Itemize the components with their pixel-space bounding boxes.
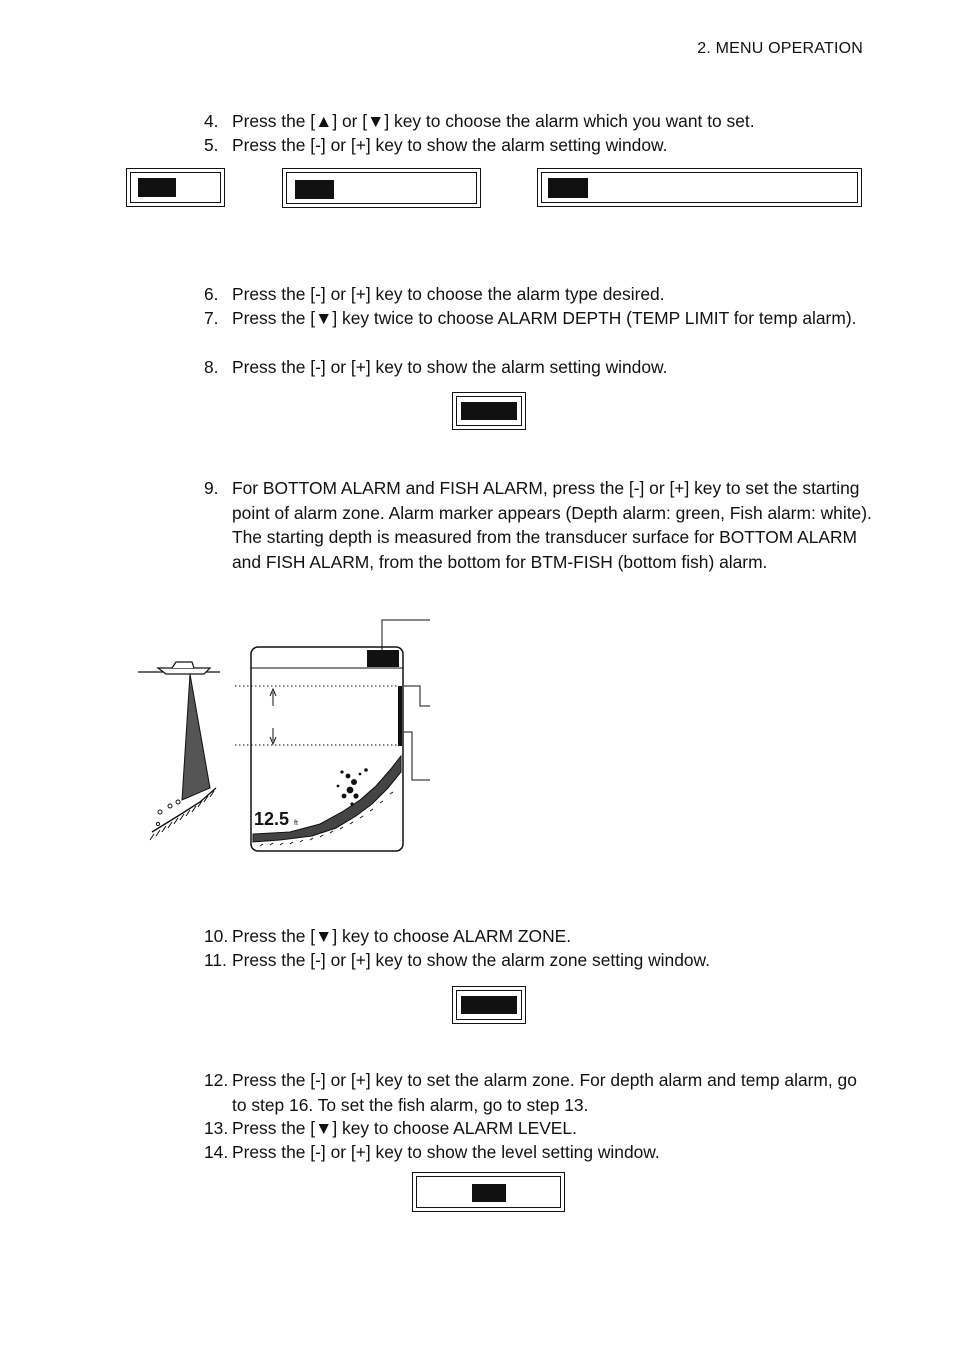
step-text: Press the [▼] key to choose ALARM ZONE.: [232, 926, 572, 946]
depth-readout: 12.5: [254, 809, 290, 829]
step-number: 12.: [204, 1070, 229, 1090]
display-header-box: [367, 650, 399, 667]
step-text: Press the [-] or [+] key to show the alarm setting window.: [232, 135, 668, 155]
step-text: For BOTTOM ALARM and FISH ALARM, press the [-] or [+] key to set the starting point of alarm zone. Alarm marker appears (Depth alarm: green, Fish alarm: white). The starting depth is measured from the transducer surface for BOTTOM ALARM and FISH ALARM, from the bottom for BTM-FISH (bottom fish) alarm.: [232, 478, 872, 572]
highlight-bar: [295, 180, 334, 199]
step-number: 7.: [204, 308, 219, 328]
boat-icon: [158, 668, 210, 674]
step-number: 6.: [204, 284, 219, 304]
step-number: 9.: [204, 478, 219, 498]
fish-mark: [156, 822, 159, 825]
depth-unit: ft: [294, 820, 298, 827]
step-12: [204, 1068, 874, 1117]
alarm-window-large: [537, 168, 862, 207]
step-13: [204, 1116, 874, 1141]
step-text: Press the [-] or [+] key to show the alarm setting window.: [232, 357, 668, 377]
leader-line-zone: [404, 732, 430, 780]
step-11: [204, 948, 874, 973]
step-5: [204, 133, 874, 158]
level-setting-window: [412, 1172, 565, 1212]
fish-mark: [158, 810, 162, 814]
alarm-zone-window: [452, 986, 526, 1024]
alarm-window-small: [126, 168, 225, 207]
fish-mark: [176, 800, 180, 804]
illustration-svg: [120, 610, 450, 870]
step-number: 11.: [204, 950, 227, 970]
alarm-window-frame: [541, 172, 858, 203]
page-header: 2. MENU OPERATION: [697, 40, 863, 57]
highlight-bar: [461, 402, 517, 420]
step-8: [204, 355, 874, 380]
step-text: Press the [-] or [+] key to choose the alarm type desired.: [232, 284, 665, 304]
step-number: 8.: [204, 357, 219, 377]
highlight-bar: [138, 178, 176, 197]
fish-mark: [168, 804, 172, 808]
step-number: 5.: [204, 135, 219, 155]
leader-line-header: [382, 620, 430, 650]
step-14: [204, 1140, 874, 1165]
step-number: 10.: [204, 926, 229, 946]
step-6: [204, 282, 874, 307]
boat-cabin: [172, 662, 194, 668]
step-4: [204, 109, 874, 134]
alarm-depth-window: [452, 392, 526, 430]
alarm-zone-illustration: [120, 610, 450, 870]
sonar-beam: [182, 674, 210, 800]
step-number: 4.: [204, 111, 219, 131]
alarm-window-medium: [282, 168, 481, 208]
step-text: Press the [-] or [+] key to show the level setting window.: [232, 1142, 660, 1162]
highlight-bar: [548, 178, 588, 198]
step-number: 14.: [204, 1142, 229, 1162]
leader-line-marker: [404, 686, 430, 706]
step-7: [204, 306, 874, 331]
alarm-marker: [398, 686, 402, 746]
step-text: Press the [-] or [+] key to set the alarm zone. For depth alarm and temp alarm, go to step 16. To set the fish alarm, go to step 13.: [232, 1070, 857, 1115]
step-9: [204, 476, 874, 574]
step-text: Press the [▲] or [▼] key to choose the alarm which you want to set.: [232, 111, 755, 131]
step-number: 13.: [204, 1118, 229, 1138]
step-text: Press the [-] or [+] key to show the alarm zone setting window.: [232, 950, 710, 970]
step-10: [204, 924, 874, 949]
step-text: Press the [▼] key to choose ALARM LEVEL.: [232, 1118, 577, 1138]
highlight-bar: [472, 1184, 506, 1202]
highlight-bar: [461, 996, 517, 1014]
step-text: Press the [▼] key twice to choose ALARM DEPTH (TEMP LIMIT for temp alarm).: [232, 308, 857, 328]
